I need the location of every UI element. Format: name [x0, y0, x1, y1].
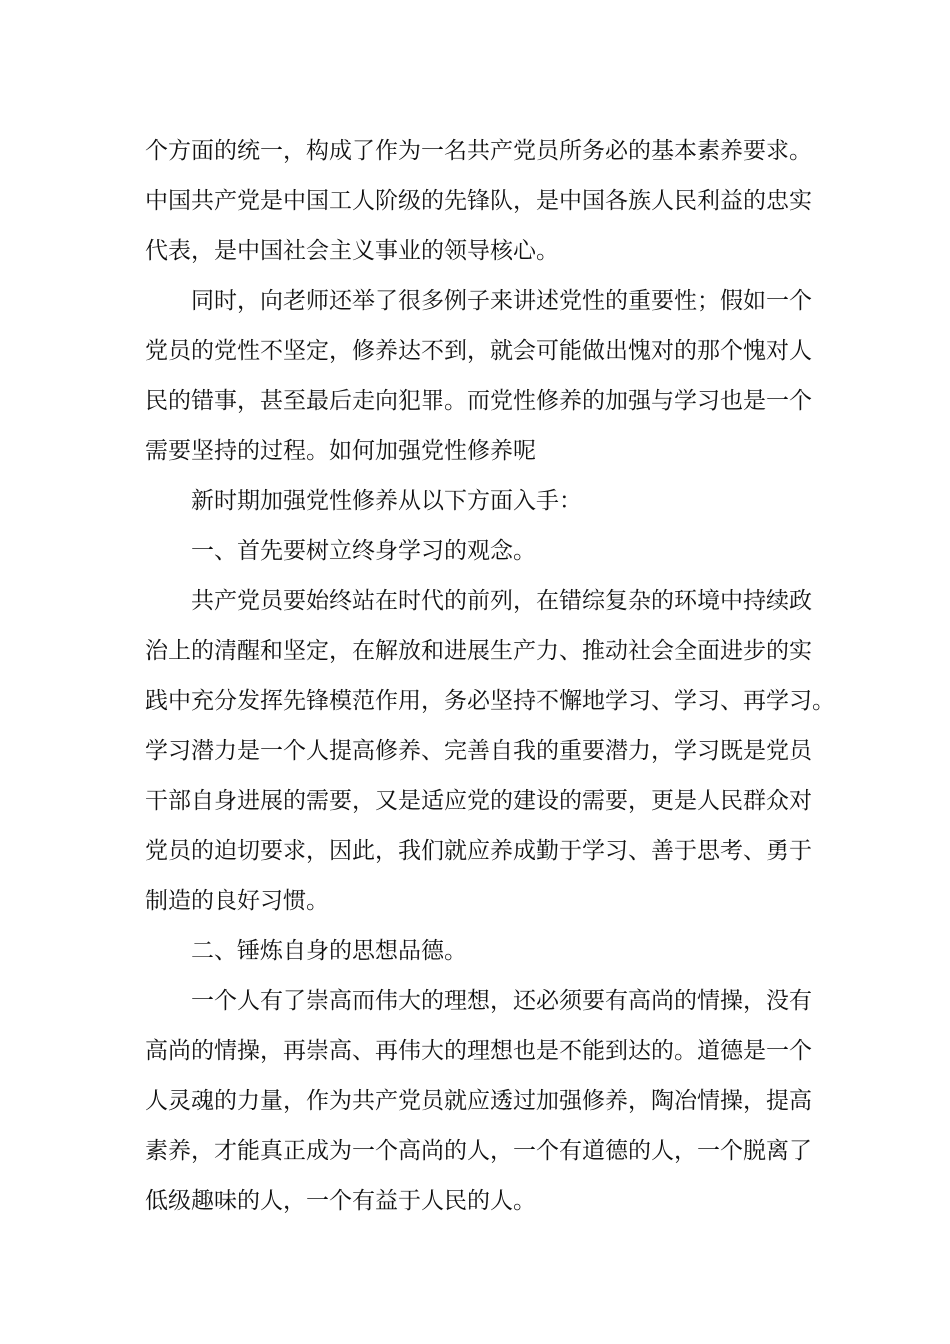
text-line: 党员的党性不坚定，修养达不到，就会可能做出愧对的那个愧对人	[145, 338, 812, 364]
text-line: 个方面的统一，构成了作为一名共产党员所务必的基本素养要求。	[145, 138, 812, 164]
text-line: 共产党员要始终站在时代的前列，在错综复杂的环境中持续政	[191, 588, 812, 614]
text-line: 中国共产党是中国工人阶级的先锋队，是中国各族人民利益的忠实	[145, 188, 812, 214]
text-line: 需要坚持的过程。如何加强党性修养呢	[145, 438, 536, 464]
text-line: 干部自身进展的需要，又是适应党的建设的需要，更是人民群众对	[145, 788, 812, 814]
text-line: 党员的迫切要求，因此，我们就应养成勤于学习、善于思考、勇于	[145, 838, 812, 864]
text-line: 治上的清醒和坚定，在解放和进展生产力、推动社会全面进步的实	[145, 638, 812, 664]
text-line: 新时期加强党性修养从以下方面入手：	[191, 488, 582, 514]
text-line: 一个人有了崇高而伟大的理想，还必须要有高尚的情操，没有	[191, 988, 812, 1014]
text-line: 高尚的情操，再崇高、再伟大的理想也是不能到达的。道德是一个	[145, 1038, 812, 1064]
text-line: 低级趣味的人，一个有益于人民的人。	[145, 1188, 536, 1214]
document-body	[145, 126, 835, 1226]
text-line: 素养，才能真正成为一个高尚的人，一个有道德的人，一个脱离了	[145, 1138, 812, 1164]
text-line: 民的错事，甚至最后走向犯罪。而党性修养的加强与学习也是一个	[145, 388, 812, 414]
text-line: 二、锤炼自身的思想品德。	[191, 938, 467, 964]
text-line: 践中充分发挥先锋模范作用，务必坚持不懈地学习、学习、再学习。	[145, 688, 835, 714]
text-line: 同时，向老师还举了很多例子来讲述党性的重要性；假如一个	[191, 288, 812, 314]
text-line: 代表，是中国社会主义事业的领导核心。	[145, 238, 559, 264]
text-line: 制造的良好习惯。	[145, 888, 329, 914]
text-line: 人灵魂的力量，作为共产党员就应透过加强修养，陶冶情操，提高	[145, 1088, 812, 1114]
text-line: 学习潜力是一个人提高修养、完善自我的重要潜力，学习既是党员	[145, 738, 812, 764]
text-line: 一、首先要树立终身学习的观念。	[191, 538, 536, 564]
